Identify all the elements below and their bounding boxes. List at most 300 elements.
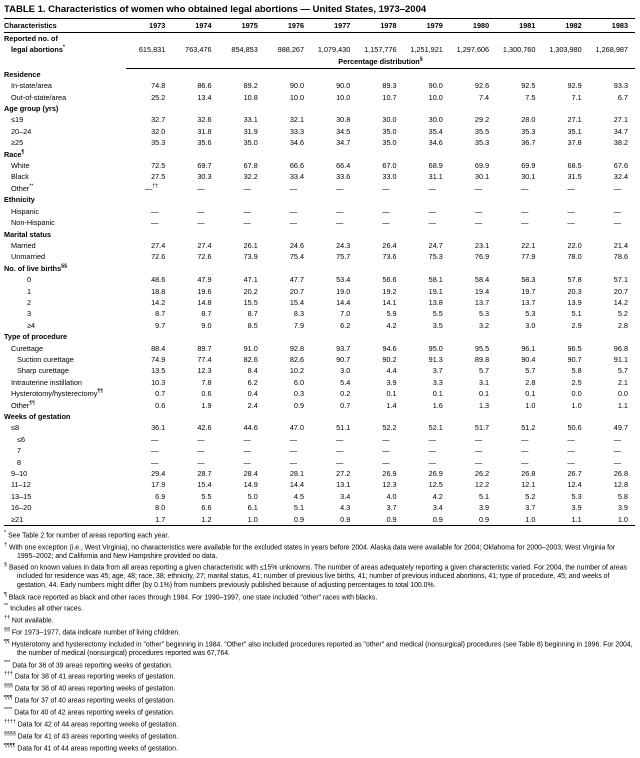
value-cell: 72.5 <box>151 161 166 171</box>
value-cell: 19.2 <box>382 286 397 296</box>
value-cell: 50.6 <box>567 423 582 433</box>
footnote: †††† Data for 42 of 44 areas reporting weeks of gestation. <box>4 719 179 729</box>
value-cell: 33.4 <box>289 172 305 182</box>
value-cell: 5.3 <box>571 491 582 501</box>
row-label: 13–15 <box>11 491 32 501</box>
value-cell: 1.0 <box>571 400 582 410</box>
value-cell: 13.7 <box>474 297 490 307</box>
value-cell: 5.1 <box>478 491 490 501</box>
reported-abortions-value: 988,267 <box>277 45 305 55</box>
value-cell: 18.8 <box>151 286 166 296</box>
value-cell: 12.5 <box>428 480 443 490</box>
value-cell: — <box>382 457 390 467</box>
value-cell: 7.1 <box>571 92 582 102</box>
row-label: 3 <box>27 309 32 319</box>
value-cell: 12.1 <box>521 480 536 490</box>
value-cell: 6.0 <box>293 377 305 387</box>
value-cell: 78.6 <box>613 252 628 262</box>
value-cell: 20.7 <box>613 286 628 296</box>
value-cell: 28.0 <box>521 115 536 125</box>
row-label: 0 <box>27 275 32 285</box>
value-cell: 8.4 <box>247 366 258 376</box>
reported-label-line2: legal abortions* <box>11 44 65 55</box>
footnote: ¶ Black race reported as black and other races through 1984. For 1990–1997, one state included "other" races with blacks. <box>4 591 378 601</box>
value-cell: 22.1 <box>521 240 536 250</box>
value-cell: 24.3 <box>336 240 351 250</box>
value-cell: 67.8 <box>243 161 258 171</box>
value-cell: 12.4 <box>567 480 582 490</box>
value-cell: 0.6 <box>201 389 212 399</box>
value-cell: 12.2 <box>474 480 490 490</box>
value-cell: 33.1 <box>243 115 258 125</box>
value-cell: 3.7 <box>386 503 397 513</box>
value-cell: 5.5 <box>432 309 443 319</box>
value-cell: 37.8 <box>567 138 582 148</box>
value-cell: 90.4 <box>521 354 536 364</box>
value-cell: 7.5 <box>525 92 536 102</box>
value-cell: 35.0 <box>382 126 397 136</box>
value-cell: — <box>474 218 483 228</box>
section-header-row <box>4 331 635 342</box>
value-cell: 92.6 <box>474 81 490 91</box>
value-cell: 1.2 <box>172 514 218 526</box>
row-label: Curettage <box>11 343 44 353</box>
value-cell: 26.1 <box>243 240 258 250</box>
row-label: Intrauterine instillation <box>11 377 82 387</box>
value-cell: 1.9 <box>201 400 212 410</box>
value-cell: 34.7 <box>613 126 628 136</box>
value-cell: 57.8 <box>567 275 582 285</box>
value-cell: 78.0 <box>567 252 582 262</box>
section-header: Age group (yrs) <box>4 104 59 114</box>
value-cell: — <box>243 434 251 444</box>
value-cell: 3.0 <box>525 320 536 330</box>
table-row <box>4 286 635 297</box>
value-cell: — <box>613 206 621 216</box>
value-cell: 51.7 <box>474 423 490 433</box>
value-cell: — <box>243 457 251 467</box>
value-cell: — <box>197 218 205 228</box>
value-cell: 14.4 <box>336 297 351 307</box>
value-cell: 14.2 <box>151 297 166 307</box>
value-cell: 22.0 <box>567 240 582 250</box>
section-header: Race¶ <box>4 149 25 159</box>
value-cell: 0.4 <box>247 389 258 399</box>
row-label: Suction curettage <box>17 354 74 364</box>
footnote-marker: * <box>4 530 7 537</box>
section-header-row <box>4 103 635 114</box>
value-cell: 31.5 <box>567 172 582 182</box>
row-label: ≤6 <box>17 434 26 444</box>
row-label: Hispanic <box>11 206 39 216</box>
value-cell: 12.3 <box>382 480 397 490</box>
section-header: Ethnicity <box>4 195 35 205</box>
value-cell: 8.7 <box>201 309 212 319</box>
value-cell: 8.3 <box>293 309 305 319</box>
table-row <box>4 308 635 319</box>
value-cell: — <box>474 206 483 216</box>
value-cell: 29.4 <box>151 469 166 479</box>
column-header-year: 1979 <box>404 19 450 33</box>
section-header: No. of live births§§ <box>4 263 68 273</box>
section-header-row <box>4 229 635 240</box>
value-cell: 0.0 <box>571 389 582 399</box>
column-header-year: 1980 <box>450 19 496 33</box>
value-cell: 90.7 <box>567 354 582 364</box>
value-cell: 10.0 <box>289 92 305 102</box>
value-cell: 2.5 <box>571 377 582 387</box>
value-cell: 57.1 <box>613 275 628 285</box>
value-cell: — <box>521 457 529 467</box>
value-cell: 91.0 <box>243 343 258 353</box>
table-row <box>4 377 635 388</box>
value-cell: 6.9 <box>155 491 166 501</box>
reported-abortions-value: 763,476 <box>185 45 212 55</box>
value-cell: 67.0 <box>382 161 397 171</box>
value-cell: 93.7 <box>336 343 351 353</box>
footnote-marker: §§§ <box>4 683 13 690</box>
value-cell: 28.1 <box>289 469 305 479</box>
value-cell: 2.1 <box>617 377 628 387</box>
footnote-marker: *** <box>4 659 11 666</box>
value-cell: 27.1 <box>567 115 582 125</box>
footnote-marker: ¶¶¶ <box>4 695 13 702</box>
value-cell: 13.7 <box>521 297 536 307</box>
reported-abortions-value: 1,297,606 <box>456 45 490 55</box>
value-cell: 32.1 <box>289 115 305 125</box>
value-cell: 89.7 <box>197 343 212 353</box>
value-cell: 6.6 <box>201 503 212 513</box>
value-cell: 56.6 <box>382 275 397 285</box>
column-header-year: 1973 <box>126 19 172 33</box>
value-cell: 93.3 <box>613 81 628 91</box>
value-cell: 1.0 <box>219 514 265 526</box>
value-cell: 31.1 <box>428 172 443 182</box>
value-cell: 48.6 <box>151 275 166 285</box>
value-cell: 35.0 <box>243 138 258 148</box>
value-cell: 19.6 <box>197 286 212 296</box>
value-cell: 2.8 <box>525 377 536 387</box>
value-cell: 89.8 <box>474 354 490 364</box>
section-header: Marital status <box>4 229 52 239</box>
row-label: Other** <box>11 183 34 193</box>
value-cell: — <box>150 218 159 228</box>
row-label: 20–24 <box>11 126 32 136</box>
value-cell: 34.7 <box>336 138 351 148</box>
footnote: ††† Data for 38 of 41 areas reporting weeks of gestation. <box>4 671 176 681</box>
value-cell: — <box>150 434 159 444</box>
value-cell: 19.7 <box>521 286 536 296</box>
value-cell: 51.2 <box>521 423 536 433</box>
reported-abortions-row <box>4 33 635 56</box>
value-cell: — <box>567 446 575 456</box>
value-cell: 95.0 <box>428 343 443 353</box>
section-header: Residence <box>4 69 41 79</box>
value-cell: 3.4 <box>432 503 443 513</box>
value-cell: 5.9 <box>386 309 397 319</box>
value-cell: 33.3 <box>289 126 305 136</box>
row-label: ≥25 <box>11 138 24 148</box>
value-cell: 92.8 <box>289 343 305 353</box>
value-cell: 0.3 <box>293 389 305 399</box>
reported-abortions-value: 1,300,760 <box>502 45 536 55</box>
reported-abortions-value: 1,251,921 <box>410 45 443 55</box>
value-cell: 0.9 <box>404 514 450 526</box>
value-cell: 1.1 <box>542 514 588 526</box>
value-cell: 2.4 <box>247 400 258 410</box>
value-cell: — <box>336 183 344 193</box>
value-cell: 32.2 <box>243 172 258 182</box>
value-cell: 69.9 <box>521 161 536 171</box>
value-cell: — <box>521 218 529 228</box>
section-header-row <box>4 68 635 80</box>
value-cell: 27.1 <box>613 115 628 125</box>
value-cell: 5.7 <box>617 366 628 376</box>
reported-abortions-value: 615,831 <box>138 45 166 55</box>
value-cell: — <box>428 218 436 228</box>
value-cell: 90.0 <box>336 81 351 91</box>
value-cell: 52.1 <box>428 423 443 433</box>
value-cell: — <box>428 206 436 216</box>
row-label: Hysterotomy/hysterectomy¶¶ <box>11 388 104 399</box>
value-cell: — <box>521 434 529 444</box>
value-cell: 3.9 <box>571 503 582 513</box>
value-cell: 0.6 <box>155 400 166 410</box>
value-cell: 92.9 <box>567 81 582 91</box>
value-cell: 17.9 <box>151 480 166 490</box>
footnote: *** Data for 36 of 39 areas reporting weeks of gestation. <box>4 659 173 669</box>
value-cell: 35.1 <box>567 126 582 136</box>
value-cell: — <box>289 446 298 456</box>
value-cell: 3.7 <box>432 366 443 376</box>
value-cell: 33.6 <box>336 172 351 182</box>
value-cell: 30.0 <box>382 115 397 125</box>
value-cell: 14.4 <box>289 480 305 490</box>
value-cell: 33.0 <box>382 172 397 182</box>
value-cell: — <box>567 218 575 228</box>
table-row <box>4 354 635 365</box>
value-cell: 9.0 <box>201 320 212 330</box>
value-cell: 3.9 <box>617 503 628 513</box>
value-cell: 10.8 <box>243 92 258 102</box>
section-header-row <box>4 411 635 422</box>
footnote: §§§§ Data for 41 of 43 areas reporting weeks of gestation. <box>4 730 179 741</box>
value-cell: 3.9 <box>478 503 490 513</box>
value-cell: 2.8 <box>617 320 628 330</box>
row-label: Married <box>11 240 36 250</box>
value-cell: 26.8 <box>521 469 536 479</box>
value-cell: 92.5 <box>521 81 536 91</box>
value-cell: 5.7 <box>478 366 490 376</box>
row-label: Non-Hispanic <box>11 218 55 228</box>
value-cell: 5.8 <box>617 491 628 501</box>
value-cell: 1.7 <box>126 514 172 526</box>
value-cell: 4.2 <box>386 320 397 330</box>
value-cell: 38.2 <box>613 138 628 148</box>
value-cell: — <box>289 457 298 467</box>
row-label: White <box>11 161 30 171</box>
value-cell: 7.9 <box>293 320 305 330</box>
table-row <box>4 434 635 445</box>
value-cell: 4.5 <box>293 491 305 501</box>
value-cell: 66.6 <box>289 161 305 171</box>
column-header-year: 1978 <box>357 19 403 33</box>
column-header-year: 1974 <box>172 19 218 33</box>
value-cell: 94.6 <box>382 343 397 353</box>
row-label: ≥4 <box>27 320 36 330</box>
value-cell: — <box>382 218 390 228</box>
value-cell: 5.3 <box>478 309 490 319</box>
value-cell: 12.3 <box>197 366 212 376</box>
value-cell: 19.1 <box>428 286 443 296</box>
value-cell: — <box>150 446 159 456</box>
value-cell: 5.3 <box>525 309 536 319</box>
reported-abortions-label <box>4 33 126 56</box>
footnote-marker: † <box>4 541 7 548</box>
footnote: ¶¶¶¶ Data for 41 of 44 areas reporting weeks of gestation. <box>4 742 178 753</box>
value-cell: 51.1 <box>336 423 351 433</box>
value-cell: 35.4 <box>428 126 443 136</box>
value-cell: 3.3 <box>432 377 443 387</box>
table-title: TABLE 1. Characteristics of women who obtained legal abortions — United States, 1973–2004 <box>4 4 427 15</box>
value-cell: 44.6 <box>243 423 258 433</box>
value-cell: — <box>243 206 251 216</box>
row-label: Sharp curettage <box>17 366 69 376</box>
value-cell: —†† <box>145 183 159 193</box>
value-cell: 13.8 <box>428 297 443 307</box>
value-cell: — <box>289 218 298 228</box>
column-header-year: 1976 <box>265 19 311 33</box>
footnote-marker: †††† <box>4 719 16 726</box>
table-row <box>4 217 635 228</box>
footnote: ¶¶¶ Data for 37 of 40 areas reporting weeks of gestation. <box>4 695 176 705</box>
value-cell: 1.6 <box>432 400 443 410</box>
value-cell: 82.6 <box>243 354 258 364</box>
footnote: **** Data for 40 of 42 areas reporting weeks of gestation. <box>4 707 175 717</box>
value-cell: 0.0 <box>617 389 628 399</box>
row-label: 8 <box>17 457 22 467</box>
value-cell: 1.0 <box>589 514 635 526</box>
value-cell: 0.1 <box>386 389 397 399</box>
value-cell: 3.9 <box>386 377 397 387</box>
value-cell: — <box>428 457 436 467</box>
footnote-marker: ¶¶ <box>4 639 10 646</box>
row-label: Other¶¶ <box>11 400 35 410</box>
row-label: ≤19 <box>11 115 24 125</box>
value-cell: 58.4 <box>474 275 490 285</box>
value-cell: 30.0 <box>428 115 443 125</box>
column-header-characteristics: Characteristics <box>4 19 126 33</box>
footnote: §§§ Data for 38 of 40 areas reporting weeks of gestation. <box>4 683 176 693</box>
table-row <box>4 137 635 148</box>
row-label: Unmarried <box>11 252 46 262</box>
value-cell: 30.3 <box>197 172 212 182</box>
value-cell: 3.5 <box>432 320 443 330</box>
value-cell: 9.7 <box>155 320 166 330</box>
footnote-marker: §§ <box>4 627 10 634</box>
table-row <box>4 274 635 285</box>
value-cell: 4.2 <box>432 491 443 501</box>
value-cell: 74.9 <box>151 354 166 364</box>
value-cell: 32.7 <box>151 115 166 125</box>
value-cell: — <box>567 434 575 444</box>
value-cell: 26.9 <box>428 469 443 479</box>
reported-abortions-value: 854,853 <box>231 45 258 55</box>
value-cell: 15.4 <box>197 480 212 490</box>
value-cell: 58.3 <box>521 275 536 285</box>
value-cell: 91.1 <box>613 354 628 364</box>
percentage-distribution-row <box>4 56 635 69</box>
value-cell: 28.7 <box>197 469 212 479</box>
value-cell: — <box>150 206 159 216</box>
value-cell: 4.0 <box>386 491 397 501</box>
value-cell: 19.0 <box>336 286 351 296</box>
table-row <box>4 92 635 103</box>
value-cell: 69.9 <box>474 161 490 171</box>
value-cell: 26.9 <box>382 469 397 479</box>
value-cell: 0.9 <box>293 400 305 410</box>
table-row <box>4 422 635 433</box>
value-cell: 30.1 <box>474 172 490 182</box>
value-cell: 19.4 <box>474 286 490 296</box>
value-cell: 13.5 <box>151 366 166 376</box>
value-cell: 34.6 <box>289 138 305 148</box>
value-cell: — <box>243 446 251 456</box>
value-cell: 0.9 <box>450 514 496 526</box>
value-cell: 7.0 <box>340 309 351 319</box>
value-cell: 3.1 <box>478 377 490 387</box>
row-label: 1 <box>27 286 32 296</box>
value-cell: 8.5 <box>247 320 258 330</box>
footnote: § Based on known values in data from all areas reporting a given characteristic with ≤15% unknowns. The number of areas adequately reporting a given characteristic varied. For 2004, the number of areas included for residence was 45; age, 48; race, 38; ethnicity, 27; marital status, 41; number of previous live births, 41; number of previous induced abortions, 41; type of procedure, 45; and weeks of gestation, 44. Early numbers might differ (by 0.1%) from numbers previously published because of adjusting percentages to total 100.0%. <box>4 562 627 589</box>
row-label: In-state/area <box>11 81 52 91</box>
value-cell: 49.7 <box>613 423 628 433</box>
value-cell: 0.1 <box>432 389 443 399</box>
value-cell: 95.5 <box>474 343 490 353</box>
footnote-marker: ¶¶¶¶ <box>4 742 16 749</box>
value-cell: 0.7 <box>155 389 166 399</box>
value-cell: 27.4 <box>151 240 166 250</box>
table-row <box>4 126 635 137</box>
reported-abortions-value: 1,268,987 <box>595 45 628 55</box>
footnotes-section <box>4 529 635 754</box>
value-cell: — <box>150 457 159 467</box>
table-row <box>4 240 635 251</box>
value-cell: 30.8 <box>336 115 351 125</box>
value-cell: 0.7 <box>340 400 351 410</box>
reported-label-line1: Reported no. of <box>4 34 58 43</box>
value-cell: — <box>474 457 483 467</box>
value-cell: 47.9 <box>197 275 212 285</box>
table-row <box>4 468 635 479</box>
value-cell: 7.4 <box>478 92 490 102</box>
value-cell: 42.6 <box>197 423 212 433</box>
value-cell: 90.2 <box>382 354 397 364</box>
value-cell: 13.1 <box>336 480 351 490</box>
value-cell: 3.7 <box>525 503 536 513</box>
table-row <box>4 114 635 125</box>
value-cell: 1.4 <box>386 400 397 410</box>
value-cell: 7.8 <box>201 377 212 387</box>
value-cell: — <box>428 434 436 444</box>
value-cell: 10.2 <box>289 366 305 376</box>
column-header-year: 1975 <box>219 19 265 33</box>
footnote: † With one exception (i.e., West Virginia), no characteristics were available for the excluded states in years before 2004. Alaska data were available for 2004; Oklahoma for 2000–2003; West Virginia for 1995–2002; and California and New Hampshire provided no data. <box>4 541 616 560</box>
value-cell: — <box>428 446 436 456</box>
value-cell: 23.1 <box>474 240 490 250</box>
value-cell: 82.6 <box>289 354 305 364</box>
reported-abortions-value: 1,079,430 <box>317 45 351 55</box>
